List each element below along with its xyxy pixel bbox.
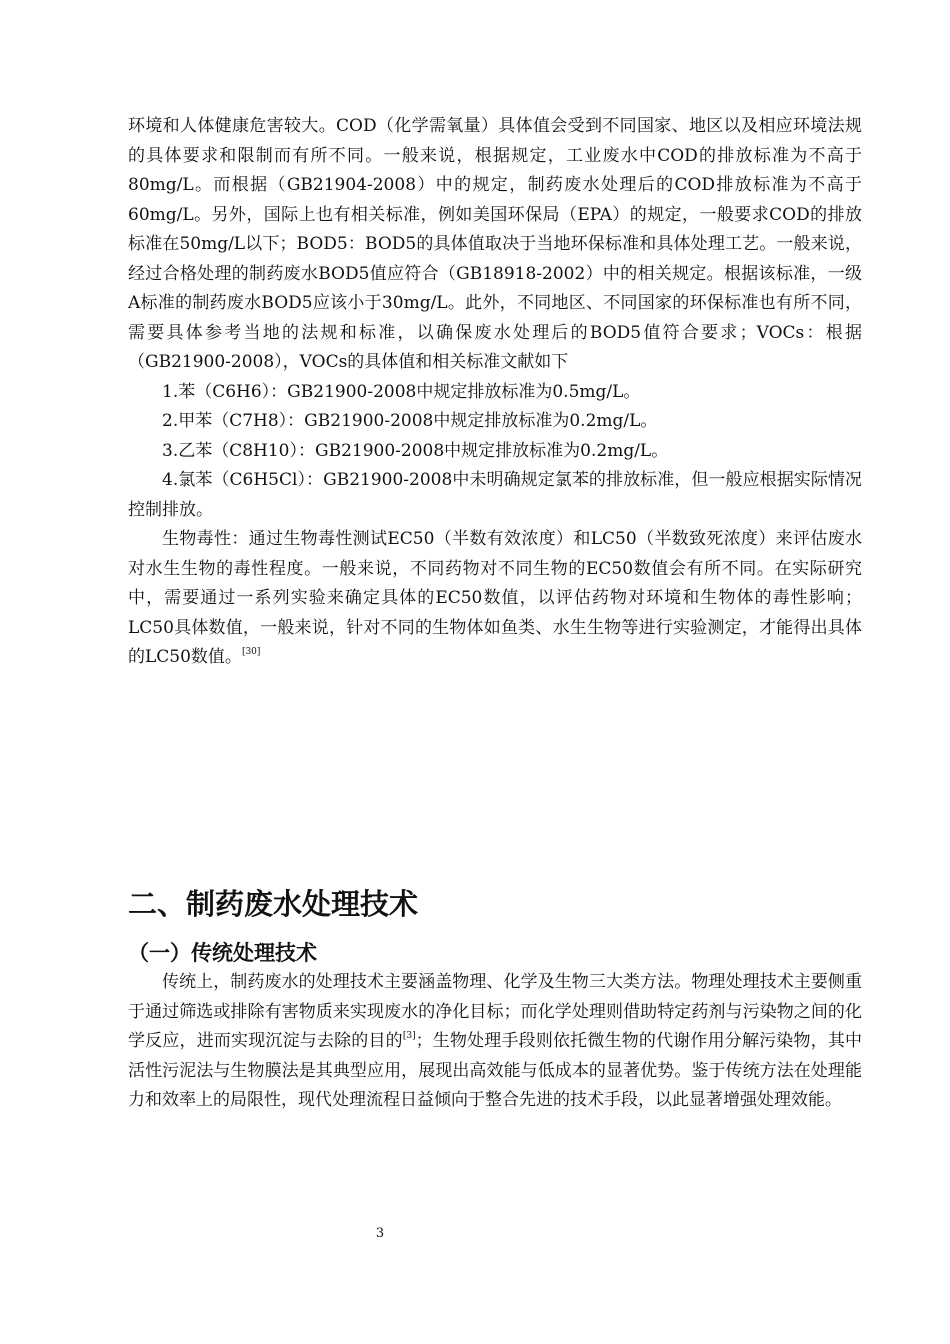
top-text-block bbox=[128, 112, 862, 673]
paragraph-traditional-tech-part-b: ；生物处理手段则依托微生物的代谢作用分解污染物，其中活性污泥法与生物膜法是其典型应用，展现出高效能与低成本的显著优势。鉴于传统方法在处理能力和效率上的局限性，现代处理流程日益倾向于整合先进的技术手段，以此显著增强处理效能。 bbox=[128, 1031, 863, 1110]
citation-3: [3] bbox=[402, 1031, 416, 1041]
paragraph-toxicity bbox=[128, 525, 862, 673]
paragraph-traditional-tech-part-a: 传统上，制药废水的处理技术主要涵盖物理、化学及生物三大类方法。物理处理技术主要侧重于通过筛选或排除有害物质来实现废水的净化目标；而化学处理则借助特定药剂与污染物之间的化学反应，进而实现沉淀与去除的目的 bbox=[128, 972, 862, 1051]
list-item-ethylbenzene: 3.乙苯（C8H10）：GB21900-2008中规定排放标准为0.2mg/L。 bbox=[162, 440, 669, 461]
paragraph-standards: 环境和人体健康危害较大。COD（化学需氧量）具体值会受到不同国家、地区以及相应环境法规的具体要求和限制而有所不同。一般来说，根据规定，工业废水中COD的排放标准为不高于80mg/L。而根据（GB21904-2008）中的规定，制药废水处理后的COD排放标准为不高于60mg/L。另外，国际上也有相关标准，例如美国环保局（EPA）的规定，一般要求COD的排放标准在50mg/L以下；BOD5：BOD5的具体值取决于当地环保标准和具体处理工艺。一般来说，经过合格处理的制药废水BOD5值应符合（GB18918-2002）中的相关规定。根据该标准，一级A标准的制药废水BOD5应该小于30mg/L。此外，不同地区、不同国家的环保标准也有所不同，需要具体参考当地的法规和标准，以确保废水处理后的BOD5值符合要求；VOCs：根据（GB21900-2008），VOCs的具体值和相关标准文献如下 bbox=[128, 116, 862, 372]
list-item-chlorobenzene: 4.氯苯（C6H5Cl）：GB21900-2008中未明确规定氯苯的排放标准，但一般应根据实际情况控制排放。 bbox=[128, 470, 862, 520]
subsection-heading: （一）传统处理技术 bbox=[128, 941, 317, 965]
paragraph-traditional-tech bbox=[128, 968, 862, 1116]
citation-30: [30] bbox=[241, 647, 261, 657]
section-heading: 二、制药废水处理技术 bbox=[128, 887, 419, 921]
list-item-toluene: 2.甲苯（C7H8）：GB21900-2008中规定排放标准为0.2mg/L。 bbox=[162, 411, 658, 431]
list-item-benzene: 1.苯（C6H6）：GB21900-2008中规定排放标准为0.5mg/L。 bbox=[162, 381, 641, 402]
bottom-text-block bbox=[128, 968, 862, 1116]
paragraph-toxicity-text: 生物毒性：通过生物毒性测试EC50（半数有效浓度）和LC50（半数致死浓度）来评估废水对水生生物的毒性程度。一般来说，不同药物对不同生物的EC50数值会有所不同。在实际研究中，需要通过一系列实验来确定具体的EC50数值，以评估药物对环境和生物体的毒性影响；LC50具体数值，一般来说，针对不同的生物体如鱼类、水生生物等进行实验测定，才能得出具体的LC50数值。 bbox=[128, 529, 862, 667]
page-number: 3 bbox=[375, 1226, 385, 1241]
